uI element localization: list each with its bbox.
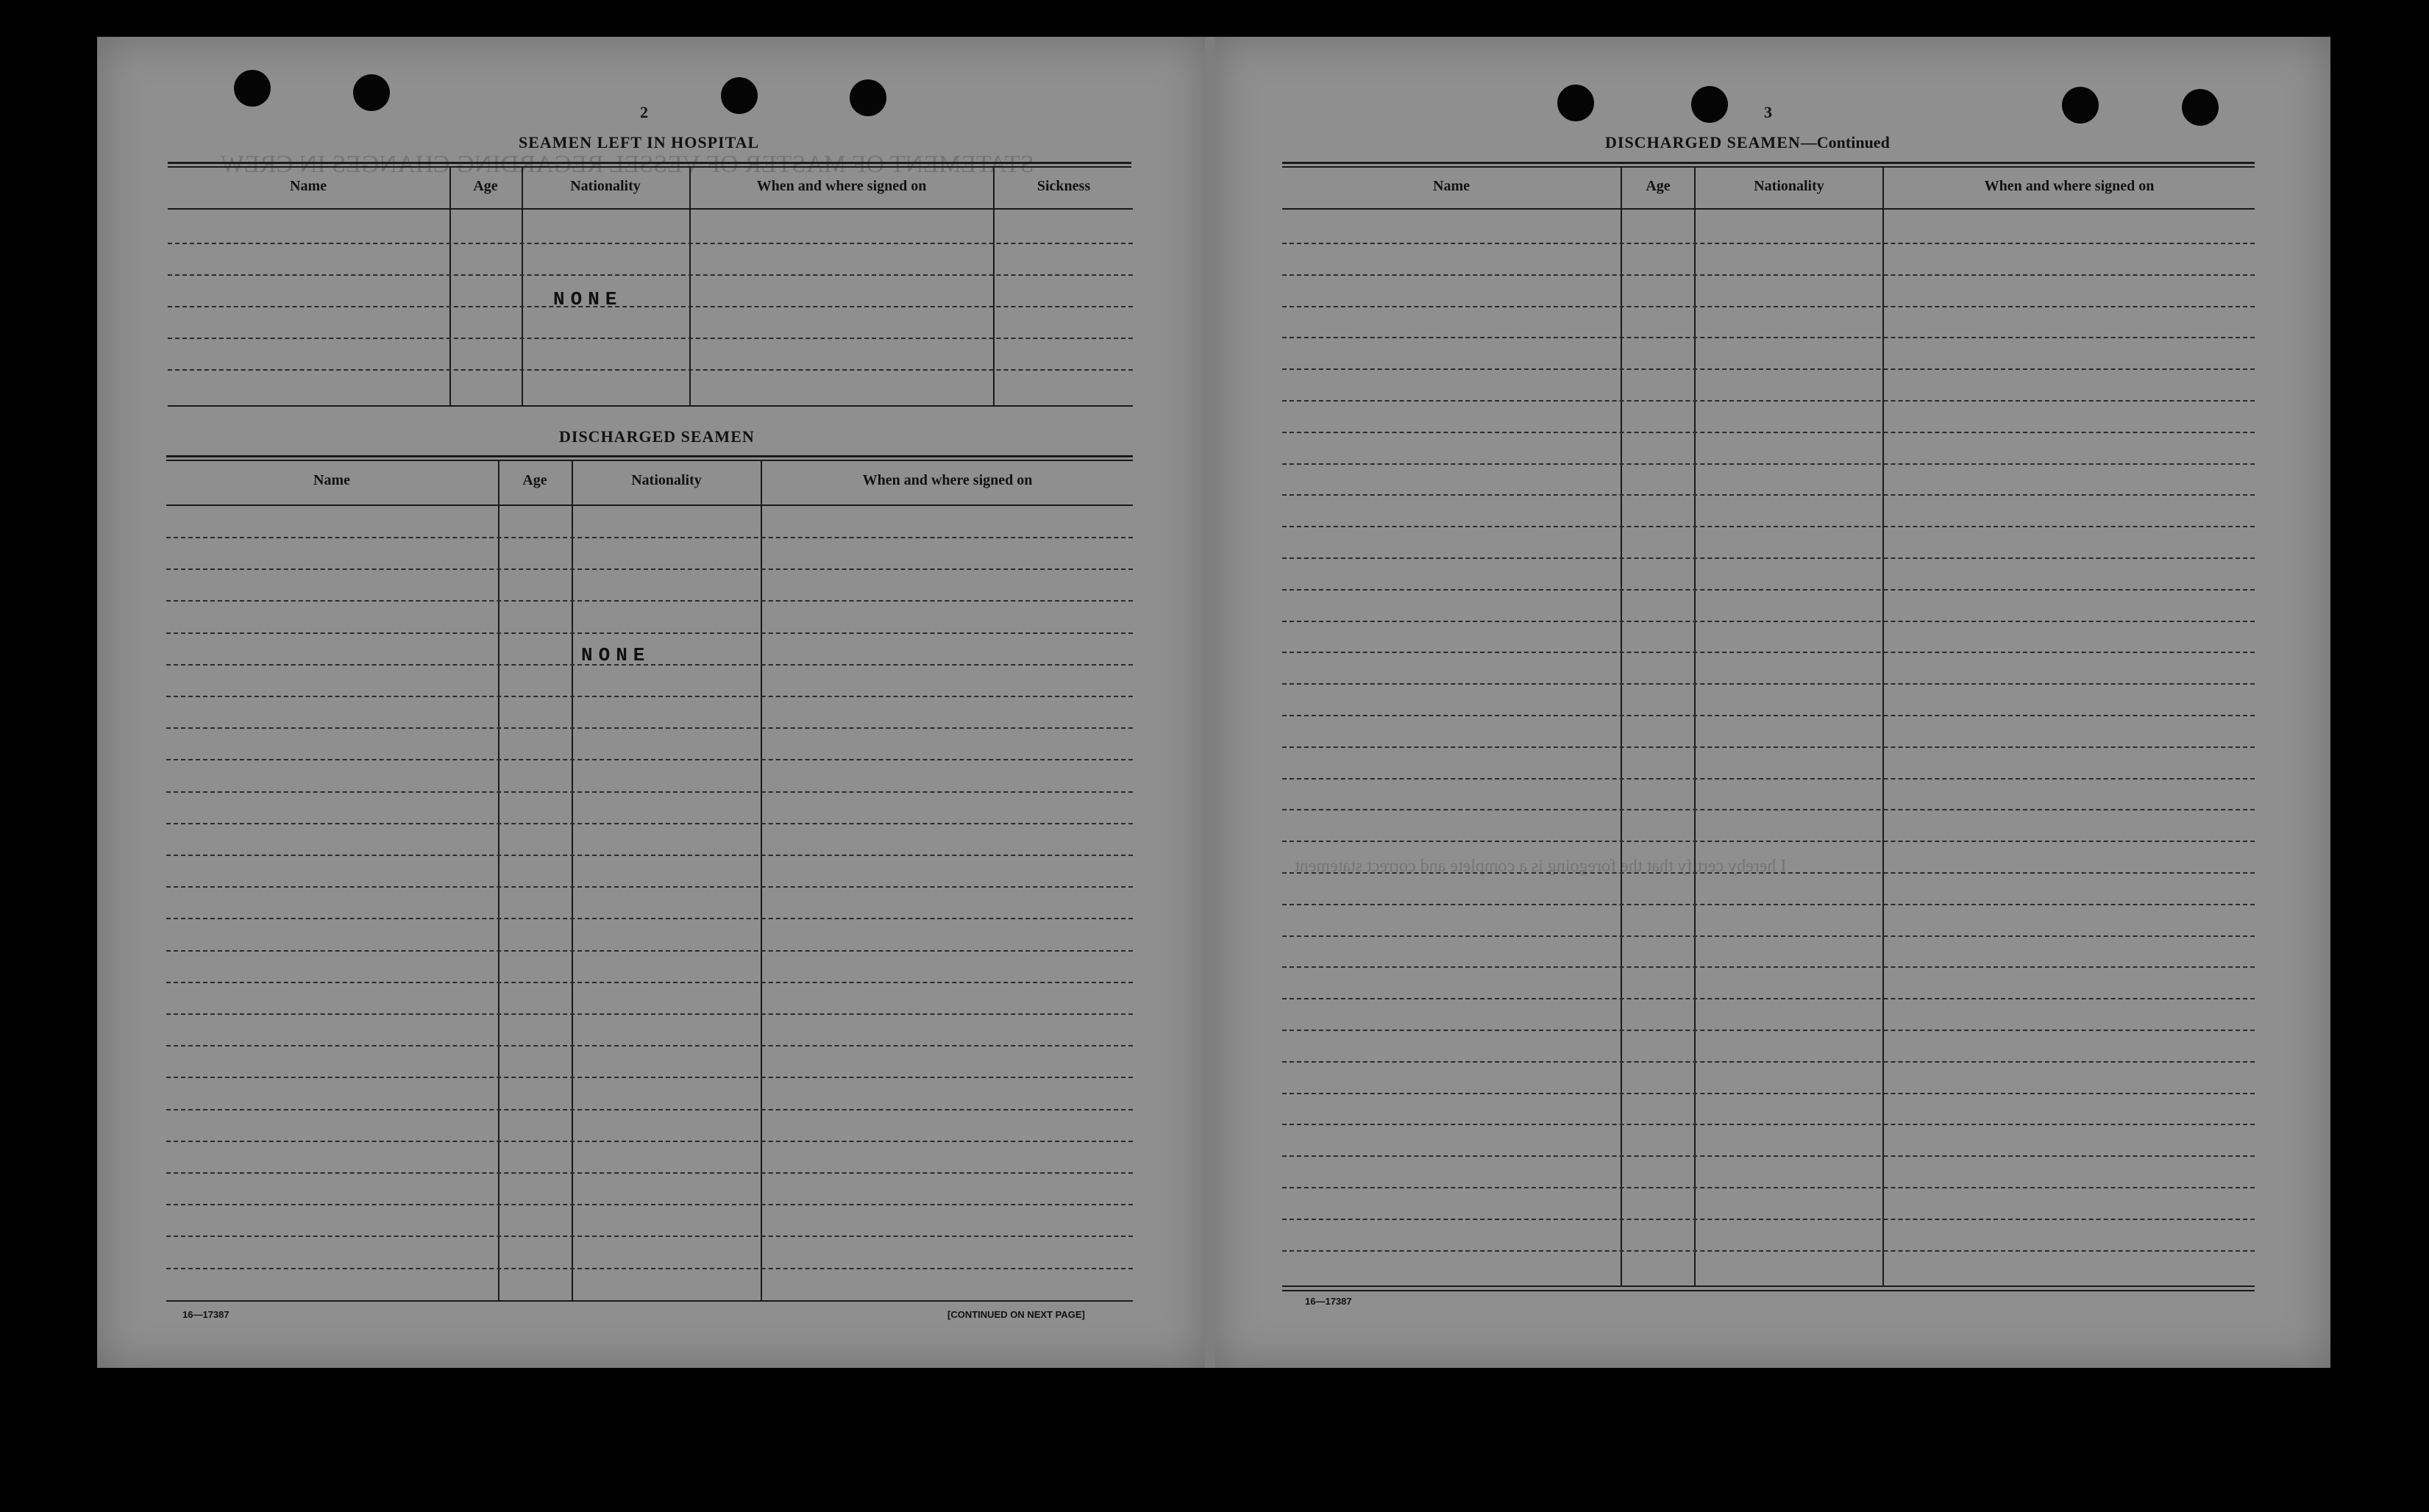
entry-line [166,855,1133,856]
entry-line [1282,652,2255,653]
bleed-through-text: I hereby certify that the foregoing is a complete and correct statement [1295,857,1787,876]
entry-line [1282,621,2255,622]
column-header-nationality: Nationality [1754,178,1824,194]
table-rule [166,1300,1133,1302]
entry-line [1282,1250,2255,1252]
discharged-continued-title [1605,133,1890,152]
title-continued: —Continued [1800,133,1890,151]
entry-line [166,1013,1133,1015]
entry-line [166,1268,1133,1269]
entry-line [1282,715,2255,716]
column-header-sickness: Sickness [1036,178,1091,194]
entry-line [166,1045,1133,1046]
punch-hole [1557,85,1594,121]
table-rule [1282,208,2255,210]
entry-line [166,632,1133,634]
entry-line [168,338,1133,339]
page-number: 2 [640,103,648,121]
entry-line [1282,1061,2255,1063]
table-rule [168,162,1131,164]
column-divider [1621,166,1622,1287]
entry-line [166,1141,1133,1142]
column-header-nationality: Nationality [570,178,641,194]
entry-line [1282,589,2255,591]
page-number: 3 [1764,103,1772,121]
entry-line [1282,746,2255,748]
entry-line [1282,809,2255,810]
punch-hole [2182,89,2219,126]
right-page [1212,37,2330,1368]
entry-line [1282,683,2255,685]
entry-line [1282,1219,2255,1220]
column-header-signed-on: When and where signed on [756,178,927,194]
entry-line [1282,494,2255,496]
entry-line [166,791,1133,793]
table-rule [166,460,1133,461]
punch-hole [234,70,271,107]
column-header-signed-on: When and where signed on [1984,178,2155,194]
entry-line [168,243,1133,244]
entry-line [1282,274,2255,276]
column-header-age: Age [1646,178,1671,194]
punch-hole [2062,87,2099,124]
entry-line [1282,463,2255,465]
hospital-entry-none: NONE [553,288,623,310]
title-main: DISCHARGED SEAMEN [1605,133,1801,151]
entry-line [166,1172,1133,1174]
form-number: 16—17387 [182,1309,230,1320]
column-header-nationality: Nationality [631,472,702,488]
table-rule [1282,1285,2255,1287]
table-rule [168,166,1131,168]
entry-line [1282,243,2255,244]
entry-line [1282,1155,2255,1157]
column-divider [498,460,499,1300]
entry-line [166,1077,1133,1078]
entry-line [1282,400,2255,402]
entry-line [1282,526,2255,527]
punch-hole [721,77,758,114]
table-rule [1282,162,2255,164]
punch-hole [850,79,886,116]
entry-line [166,568,1133,570]
entry-line [1282,1093,2255,1094]
column-header-age: Age [473,178,498,194]
table-rule [168,405,1133,407]
column-divider [572,460,573,1300]
entry-line [1282,998,2255,999]
entry-line [1282,778,2255,780]
entry-line [1282,904,2255,905]
table-rule [1282,1290,2255,1291]
entry-line [166,600,1133,602]
left-page [97,37,1206,1368]
form-number: 16—17387 [1305,1296,1352,1307]
entry-line [168,306,1133,307]
column-divider [761,460,762,1300]
table-rule [168,208,1133,210]
entry-line [166,696,1133,697]
entry-line [1282,1030,2255,1031]
page-fold [1205,37,1215,1368]
column-header-signed-on: When and where signed on [862,472,1033,488]
entry-line [166,537,1133,538]
discharged-section-title: DISCHARGED SEAMEN [559,427,755,446]
entry-line [166,727,1133,729]
entry-line [1282,557,2255,559]
entry-line [166,1109,1133,1110]
entry-line [1282,872,2255,874]
entry-line [166,1235,1133,1237]
continued-note: [CONTINUED ON NEXT PAGE] [947,1309,1085,1320]
column-divider [1694,166,1696,1287]
bleed-through-text: STATEMENT OF MASTER OF VESSEL REGARDING CHANGES IN CREW [221,151,1034,178]
entry-line [168,274,1133,276]
discharged-entry-none: NONE [581,644,651,666]
column-header-name: Name [1433,178,1470,194]
entry-line [1282,1187,2255,1188]
entry-line [166,823,1133,824]
entry-line [1282,432,2255,433]
table-rule [166,504,1133,506]
column-header-age: Age [522,472,547,488]
entry-line [1282,337,2255,338]
entry-line [1282,306,2255,307]
table-rule [1282,166,2255,168]
entry-line [166,886,1133,888]
entry-line [166,1204,1133,1205]
entry-line [1282,935,2255,937]
entry-line [166,982,1133,983]
column-divider [1882,166,1884,1287]
punch-hole [353,74,390,111]
entry-line [1282,841,2255,842]
punch-hole [1691,86,1728,123]
table-rule [166,455,1133,457]
column-header-name: Name [290,178,327,194]
hospital-section-title: SEAMEN LEFT IN HOSPITAL [519,133,760,151]
column-header-name: Name [313,472,350,488]
entry-line [166,759,1133,760]
entry-line [1282,1124,2255,1125]
entry-line [1282,966,2255,968]
entry-line [166,918,1133,919]
entry-line [166,950,1133,952]
entry-line [1282,368,2255,370]
entry-line [168,369,1133,371]
